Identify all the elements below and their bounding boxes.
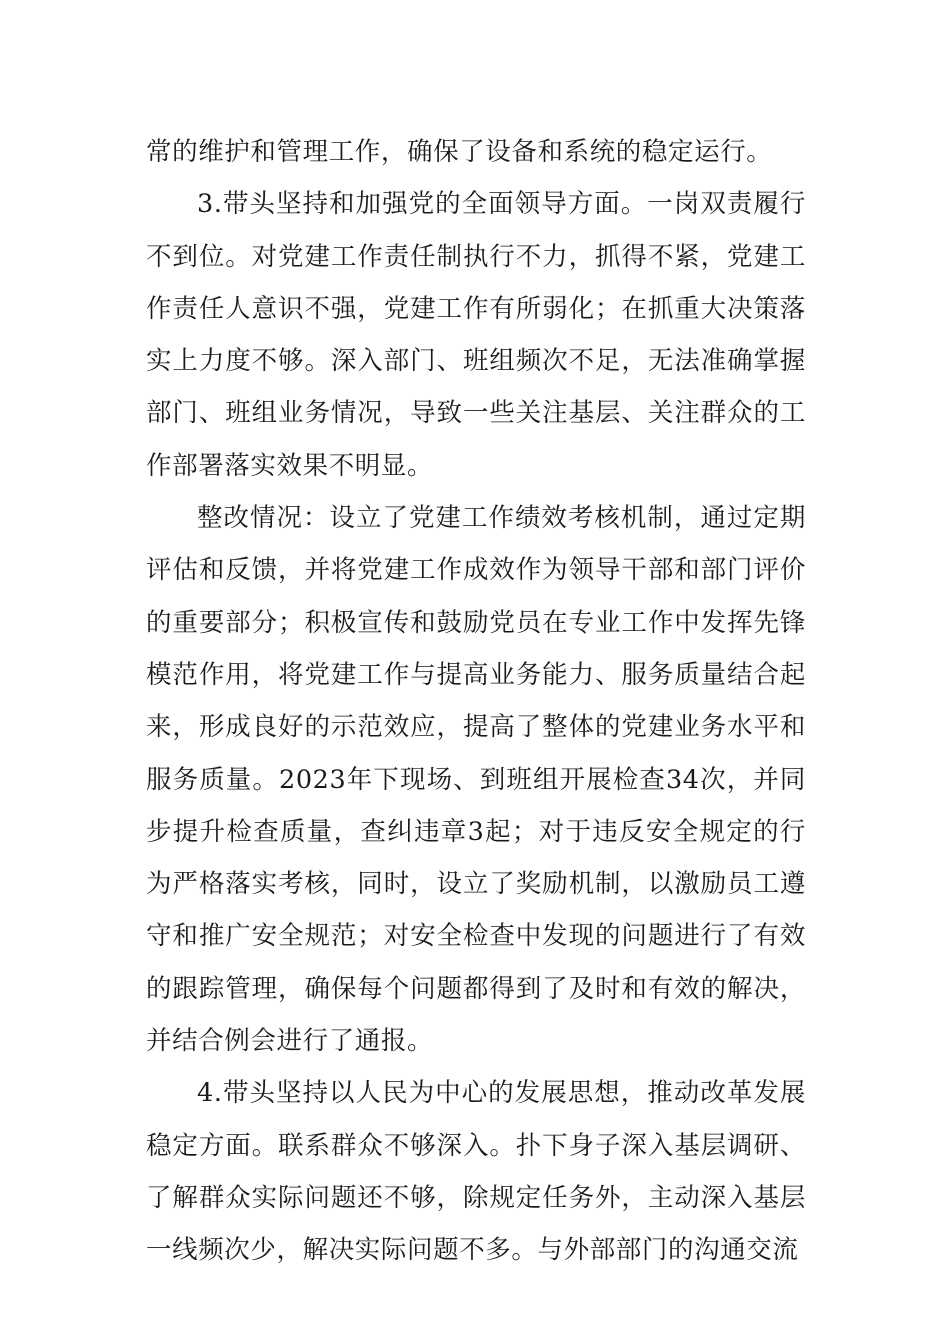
paragraph-rectification: 整改情况：设立了党建工作绩效考核机制，通过定期评估和反馈，并将党建工作成效作为领导干部和部门评价的重要部分；积极宣传和鼓励党员在专业工作中发挥先锋模范作用，将党建工作与提高业务能力、服务质量结合起来，形成良好的示范效应，提高了整体的党建业务水平和服务质量。2023年下现场、到班组开展检查34次，并同步提升检查质量，查纠违章3起；对于违反安全规定的行为严格落实考核，同时，设立了奖励机制，以激励员工遵守和推广安全规范；对安全检查中发现的问题进行了有效的跟踪管理，确保每个问题都得到了及时和有效的解决，并结合例会进行了通报。 [146,503,806,1057]
paragraph-item-3: 3.带头坚持和加强党的全面领导方面。一岗双责履行不到位。对党建工作责任制执行不力，抓得不紧，党建工作责任人意识不强，党建工作有所弱化；在抓重大决策落实上力度不够。深入部门、班组频次不足，无法准确掌握部门、班组业务情况，导致一些关注基层、关注群众的工作部署落实效果不明显。 [146,189,806,481]
document-body [146,126,806,1277]
paragraph-continuation: 常的维护和管理工作，确保了设备和系统的稳定运行。 [146,137,773,167]
paragraph-item-4: 4.带头坚持以人民为中心的发展思想，推动改革发展稳定方面。联系群众不够深入。扑下身子深入基层调研、了解群众实际问题还不够，除规定任务外，主动深入基层一线频次少，解决实际问题不多。与外部部门的沟通交流 [146,1078,806,1266]
